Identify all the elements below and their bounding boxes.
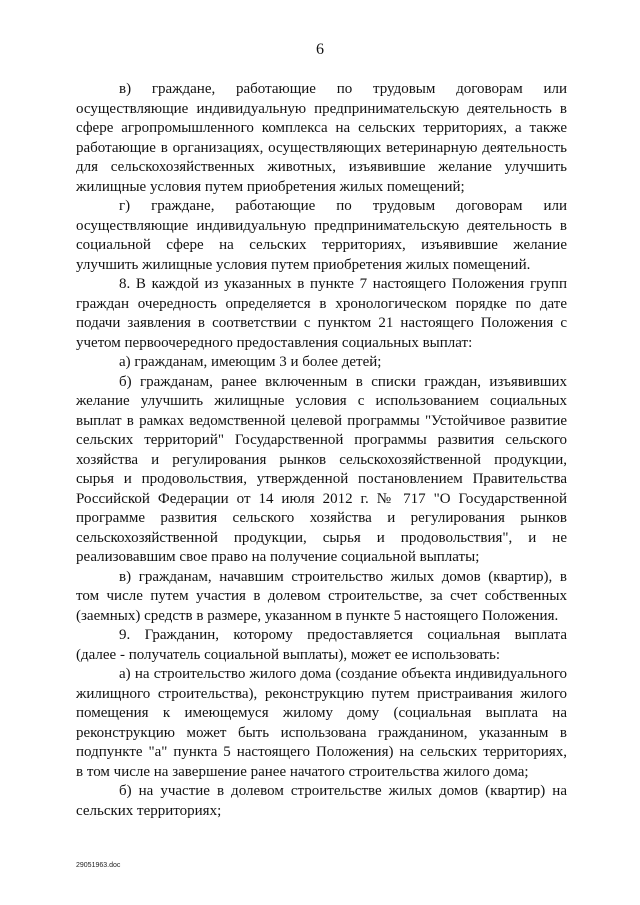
text-line: г) граждане, работающие по трудовым договорам или — [119, 198, 567, 214]
text-line: в) гражданам, начавшим строительство жилых домов (квартир), в — [119, 568, 567, 585]
text-line: сфере агропромышленного комплекса на сельских территориях, а также — [76, 120, 567, 136]
text-line: б) на участие в долевом строительстве жилых домов (квартир) на — [119, 783, 567, 799]
text-line: осуществляющие индивидуальную предпринимательскую деятельность в — [76, 217, 567, 234]
document-body — [0, 80, 640, 821]
text-line: том числе путем участия в долевом строительстве, за счет собственных — [76, 588, 567, 604]
text-line: жилищные условия путем приобретения жилых помещений; — [76, 178, 465, 195]
text-line: учетом первоочередного предоставления социальных выплат: — [76, 334, 473, 351]
text-line: в) граждане, работающие по трудовым договорам или — [119, 81, 567, 97]
text-line: желание улучшить жилищные условия с использованием социальных — [76, 393, 567, 409]
paragraph — [0, 665, 640, 782]
text-line: подпункте "а" пункта 5 настоящего Положения) на сельских территориях, — [76, 744, 567, 760]
text-line: сырья и продовольствия, утвержденной постановлением Правительства — [76, 471, 567, 487]
text-line: сельских территориях; — [76, 802, 222, 819]
text-line: 8. В каждой из указанных в пункте 7 настоящего Положения групп — [119, 276, 567, 292]
text-line: граждан очередность определяется в хронологическом порядке по дате — [76, 295, 567, 312]
text-line: помещения к имеющемуся жилому дому (социальная выплата на — [76, 705, 567, 721]
text-line: социальной сфере на сельских территориях, изъявившие желание — [76, 237, 567, 253]
paragraph — [0, 626, 640, 665]
text-line: выплат в рамках ведомственной целевой программы "Устойчивое развитие — [76, 412, 567, 429]
text-line: а) на строительство жилого дома (создание объекта индивидуального — [119, 666, 567, 682]
text-line: а) гражданам, имеющим 3 и более детей; — [119, 354, 382, 370]
text-line: реконструкцию может быть использована гражданином, указанным в — [76, 724, 567, 741]
text-line: в том числе на завершение ранее начатого строительства жилого дома; — [76, 763, 529, 780]
paragraph — [0, 782, 640, 821]
footer-file-name: 29051963.doc — [76, 862, 121, 869]
page-number: 6 — [316, 41, 324, 58]
text-line: для сельскохозяйственных животных, изъявившие желание улучшить — [76, 159, 567, 175]
text-line: сельскохозяйственной продукции, сырья и продовольствия", и не — [76, 529, 567, 546]
paragraph — [0, 275, 640, 353]
text-line: (далее - получатель социальной выплаты), может ее использовать: — [76, 646, 501, 663]
text-line: жилищного строительства), реконструкцию путем пристраивания жилого — [76, 685, 567, 702]
text-line: (заемных) средств в размере, указанном в пункте 5 настоящего Положения. — [76, 607, 559, 624]
text-line: б) гражданам, ранее включенным в списки граждан, изъявивших — [119, 373, 567, 390]
text-line: подачи заявления в соответствии с пунктом 21 настоящего Положения с — [76, 315, 567, 331]
paragraph — [0, 373, 640, 568]
paragraph — [0, 80, 640, 197]
text-line: хозяйства и регулирования рынков сельскохозяйственной продукции, — [76, 451, 567, 468]
text-line: сельских территорий" Государственной программы развития сельского — [76, 432, 567, 448]
text-line: Российской Федерации от 14 июля 2012 г. № 717 "О Государственной — [76, 490, 567, 507]
text-line: программе развития сельского хозяйства и регулирования рынков — [76, 510, 567, 526]
text-line: улучшить жилищные условия путем приобретения жилых помещений. — [76, 256, 531, 273]
text-line: осуществляющие индивидуальную предпринимательскую деятельность в — [76, 100, 567, 117]
paragraph — [0, 568, 640, 627]
text-line: работающие в организациях, осуществляющих ветеринарную деятельность — [76, 139, 567, 156]
paragraph — [0, 353, 640, 373]
paragraph — [0, 197, 640, 275]
text-line: реализовавшим свое право на получение социальной выплаты; — [76, 549, 480, 565]
text-line: 9. Гражданин, которому предоставляется социальная выплата — [119, 627, 567, 643]
